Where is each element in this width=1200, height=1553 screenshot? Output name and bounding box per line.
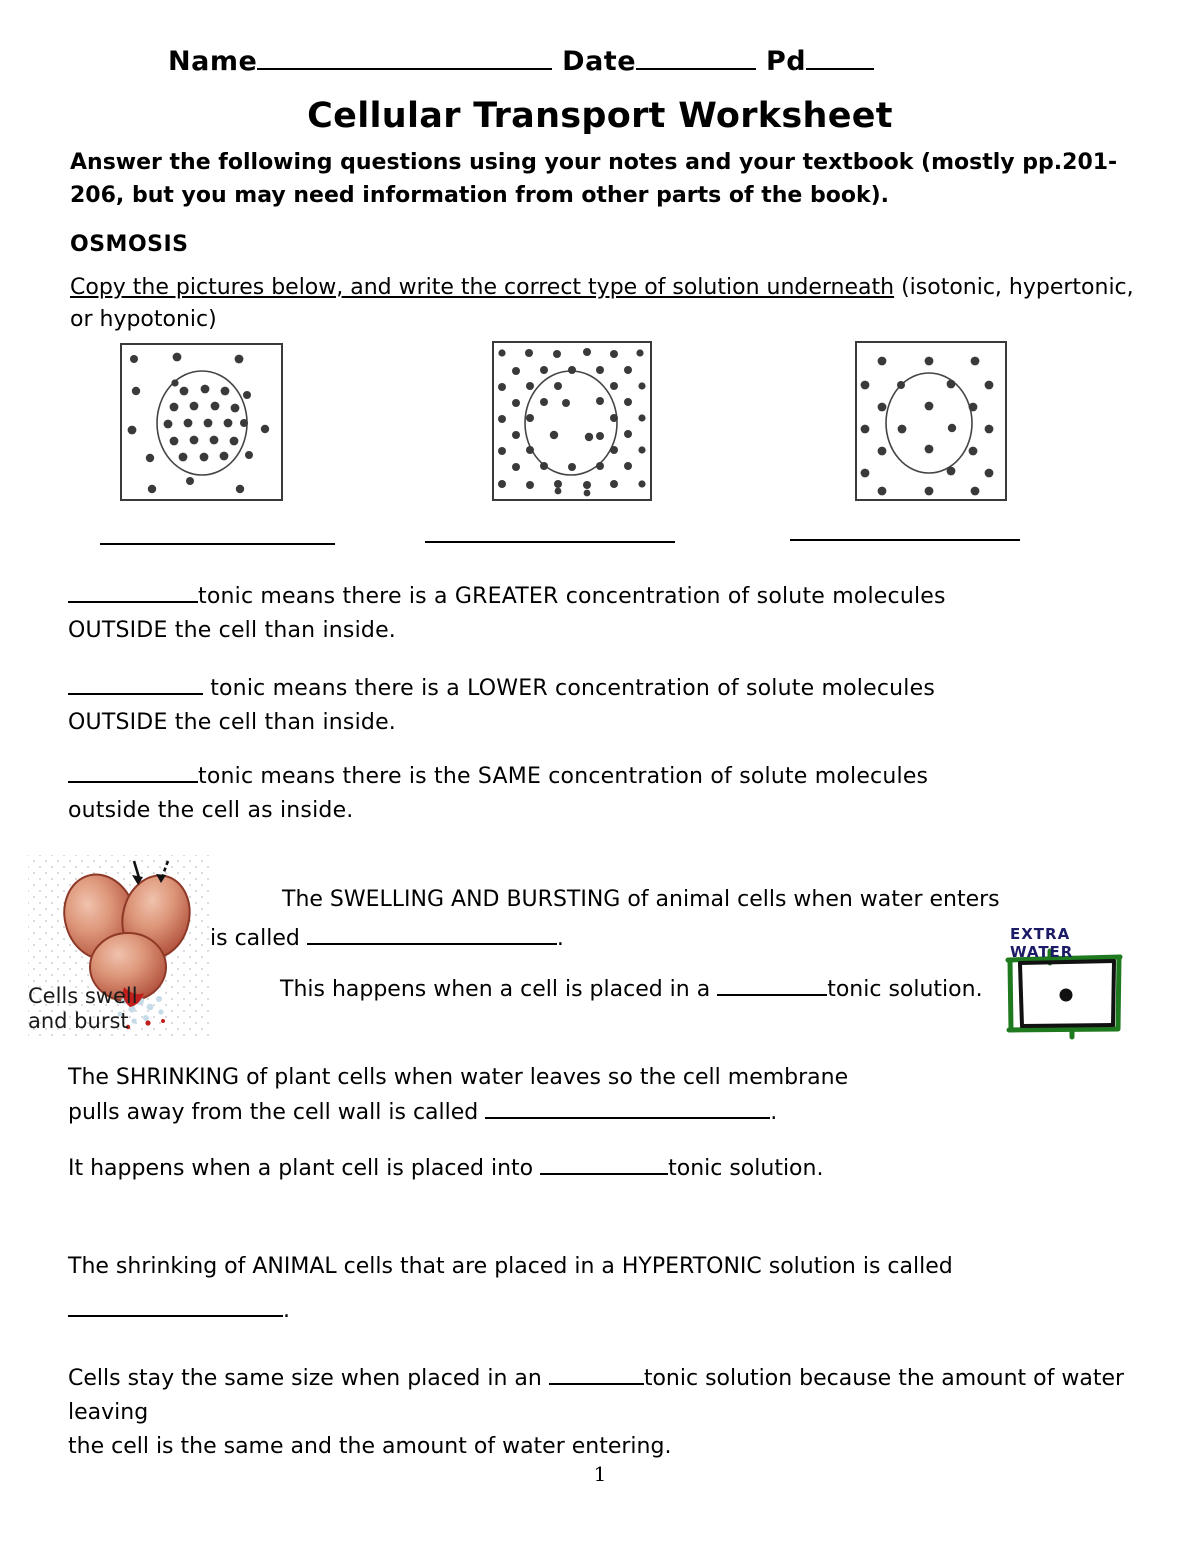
section-heading-osmosis: OSMOSIS [70,232,189,257]
same-size-line2: the cell is the same and the amount of water entering. [68,1434,672,1459]
swelling-line2-post: . [556,926,564,951]
swell-burst-caption [28,984,138,1034]
definition-lower-line1: tonic means there is a LOWER concentration of solute molecules [203,676,936,701]
placed-pre: This happens when a cell is placed in a [280,977,718,1002]
copy-pictures-instruction [70,272,1145,336]
name-blank[interactable] [257,68,552,70]
definition-same-line1: tonic means there is the SAME concentration of solute molecules [198,764,929,789]
worksheet-instructions: Answer the following questions using your notes and your textbook (mostly pp.201-206, but you may need information from other parts of the book). [70,150,1118,208]
plant-post: tonic solution. [668,1156,824,1181]
definition-greater [68,580,968,648]
diagram-3-svg [855,341,1007,501]
definition-lower-line2: OUTSIDE the cell than inside. [68,710,397,735]
extra-water-label: EXTRA WATER [1010,925,1074,961]
shrink-line1: The SHRINKING of plant cells when water leaves so the cell membrane [68,1065,849,1090]
diagram-2-answer-blank[interactable] [425,541,675,543]
same-size-answer-blank[interactable] [549,1383,644,1385]
definition-same-blank[interactable] [68,781,198,783]
cells-swell-burst-clipart [28,855,210,1038]
same-size-mid: tonic solution because the amount of water leaving [68,1366,1125,1425]
definition-greater-blank[interactable] [68,601,198,603]
diagram-3-answer-blank[interactable] [790,539,1020,541]
swelling-line2-pre: is called [210,926,300,951]
diagram-1-svg [120,343,283,501]
definition-lower [68,672,968,740]
definition-same-line2: outside the cell as inside. [68,798,354,823]
pd-label: Pd [765,46,807,77]
animal-line2-post: . [283,1298,290,1323]
crenation-question [68,1245,1068,1333]
diagram-2-svg [492,341,652,501]
plant-answer-blank[interactable] [540,1173,668,1175]
shrink-line2-pre: pulls away from the cell wall is called [68,1100,486,1125]
shrink-answer-blank[interactable] [485,1117,770,1119]
copy-instruction-underlined: Copy the pictures below, and write the correct type of solution underneath [70,275,895,300]
definition-greater-line1: tonic means there is a GREATER concentration of solute molecules [198,584,946,609]
page-title: Cellular Transport Worksheet [307,96,893,136]
placed-in-solution-question [280,973,1000,1007]
plant-pre: It happens when a plant cell is placed into [68,1156,541,1181]
shrink-line2-post: . [770,1100,778,1125]
animal-line1: The shrinking of ANIMAL cells that are placed in a HYPERTONIC solution is called [68,1254,953,1279]
copy-instruction-rest: (isotonic, hypertonic, or hypotonic) [70,275,1134,332]
swelling-line1: The SWELLING AND BURSTING of animal cells when water enters [282,887,1000,912]
definition-same [68,760,968,828]
header-name-date-pd [168,46,874,77]
date-label: Date [562,46,637,77]
placed-answer-blank[interactable] [717,994,827,996]
swelling-answer-blank[interactable] [307,943,557,945]
animal-answer-blank[interactable] [68,1315,283,1317]
plant-cell-solution-question [68,1152,968,1186]
page-number: 1 [593,1462,607,1486]
swell-caption-line1: Cells swell [28,984,138,1008]
cell-diagram-even [855,341,1007,501]
cell-diagram-dense-outside [492,341,652,501]
diagram-1-answer-blank[interactable] [100,543,335,545]
definition-lower-blank[interactable] [68,693,203,695]
extra-water-diagram [998,925,1133,1043]
swell-caption-line2: and burst [28,1009,129,1033]
date-blank[interactable] [636,68,756,70]
definition-greater-line2: OUTSIDE the cell than inside. [68,618,397,643]
isotonic-same-size-question [68,1362,1178,1464]
placed-post: tonic solution. [827,977,983,1002]
name-label: Name [168,46,258,77]
plasmolysis-question [68,1060,968,1130]
swelling-bursting-question [210,880,1010,958]
pd-blank[interactable] [806,68,874,70]
same-size-pre: Cells stay the same size when placed in an [68,1366,549,1391]
cell-diagram-dense-inside [120,343,283,501]
